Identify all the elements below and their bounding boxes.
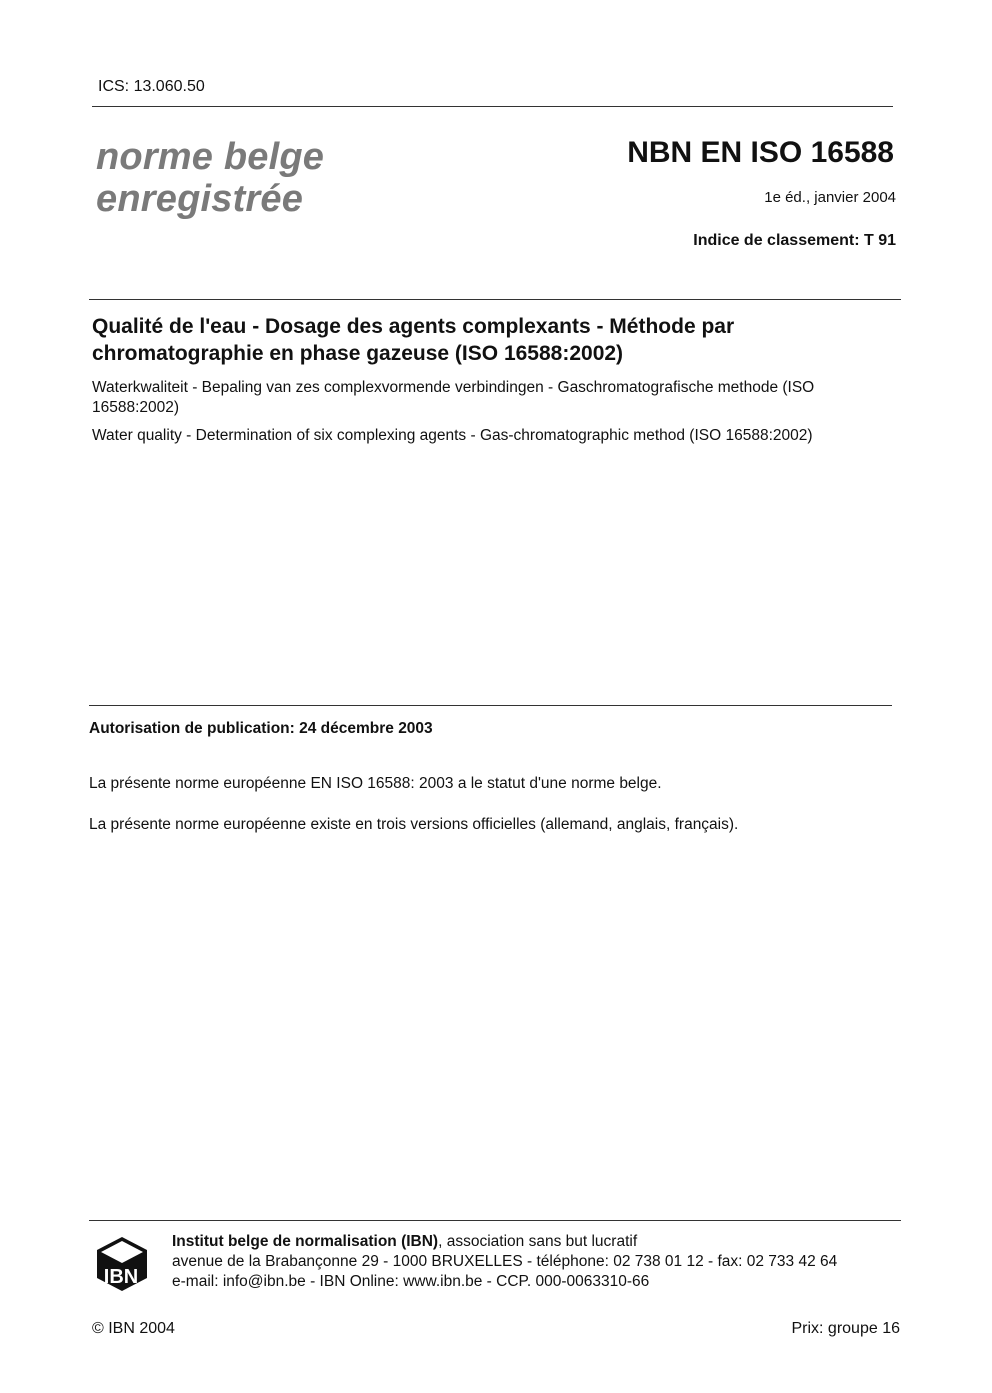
versions-paragraph: La présente norme européenne existe en trois versions officielles (allemand, anglais, français). <box>89 816 739 833</box>
title-english: Water quality - Determination of six complexing agents - Gas-chromatographic method (ISO 16588:2002) <box>92 427 813 444</box>
institute-name: Institut belge de normalisation (IBN) <box>172 1233 439 1250</box>
publication-rule <box>89 705 892 706</box>
copyright: © IBN 2004 <box>92 1320 175 1337</box>
title-dutch-line-1: Waterkwaliteit - Bepaling van zes complexvormende verbindingen - Gaschromatografische methode (ISO <box>92 379 815 396</box>
title-french-line-1: Qualité de l'eau - Dosage des agents complexants - Méthode par <box>92 315 735 338</box>
brand-line-2: enregistrée <box>96 178 304 220</box>
institute-suffix: , association sans but lucratif <box>438 1233 638 1250</box>
classification-index: Indice de classement: T 91 <box>693 232 896 249</box>
standard-code: NBN EN ISO 16588 <box>627 136 894 169</box>
title-french <box>92 313 892 367</box>
institute-contact: e-mail: info@ibn.be - IBN Online: www.ibn.be - CCP. 000-0063310-66 <box>172 1273 650 1290</box>
logo-letters: IBN <box>103 1266 139 1288</box>
price-group: Prix: groupe 16 <box>791 1320 900 1337</box>
title-dutch <box>92 378 892 418</box>
publication-authorisation: Autorisation de publication: 24 décembre 2003 <box>89 720 433 737</box>
brand-title <box>96 136 324 220</box>
ibn-logo-icon <box>96 1236 148 1292</box>
status-paragraph: La présente norme européenne EN ISO 16588: 2003 a le statut d'une norme belge. <box>89 775 662 792</box>
institute-name-line <box>172 1232 837 1252</box>
brand-line-1: norme belge <box>96 136 325 178</box>
title-french-line-2: chromatographie en phase gazeuse (ISO 16588:2002) <box>92 342 624 365</box>
title-rule <box>89 299 901 300</box>
footer-rule <box>89 1220 901 1221</box>
header-rule <box>92 106 893 107</box>
title-dutch-line-2: 16588:2002) <box>92 399 180 416</box>
ics-code: ICS: 13.060.50 <box>98 78 205 95</box>
institute-address: avenue de la Brabançonne 29 - 1000 BRUXELLES - téléphone: 02 738 01 12 - fax: 02 733 42 64 <box>172 1253 838 1270</box>
institute-info <box>172 1232 837 1292</box>
edition-date: 1e éd., janvier 2004 <box>764 189 896 206</box>
